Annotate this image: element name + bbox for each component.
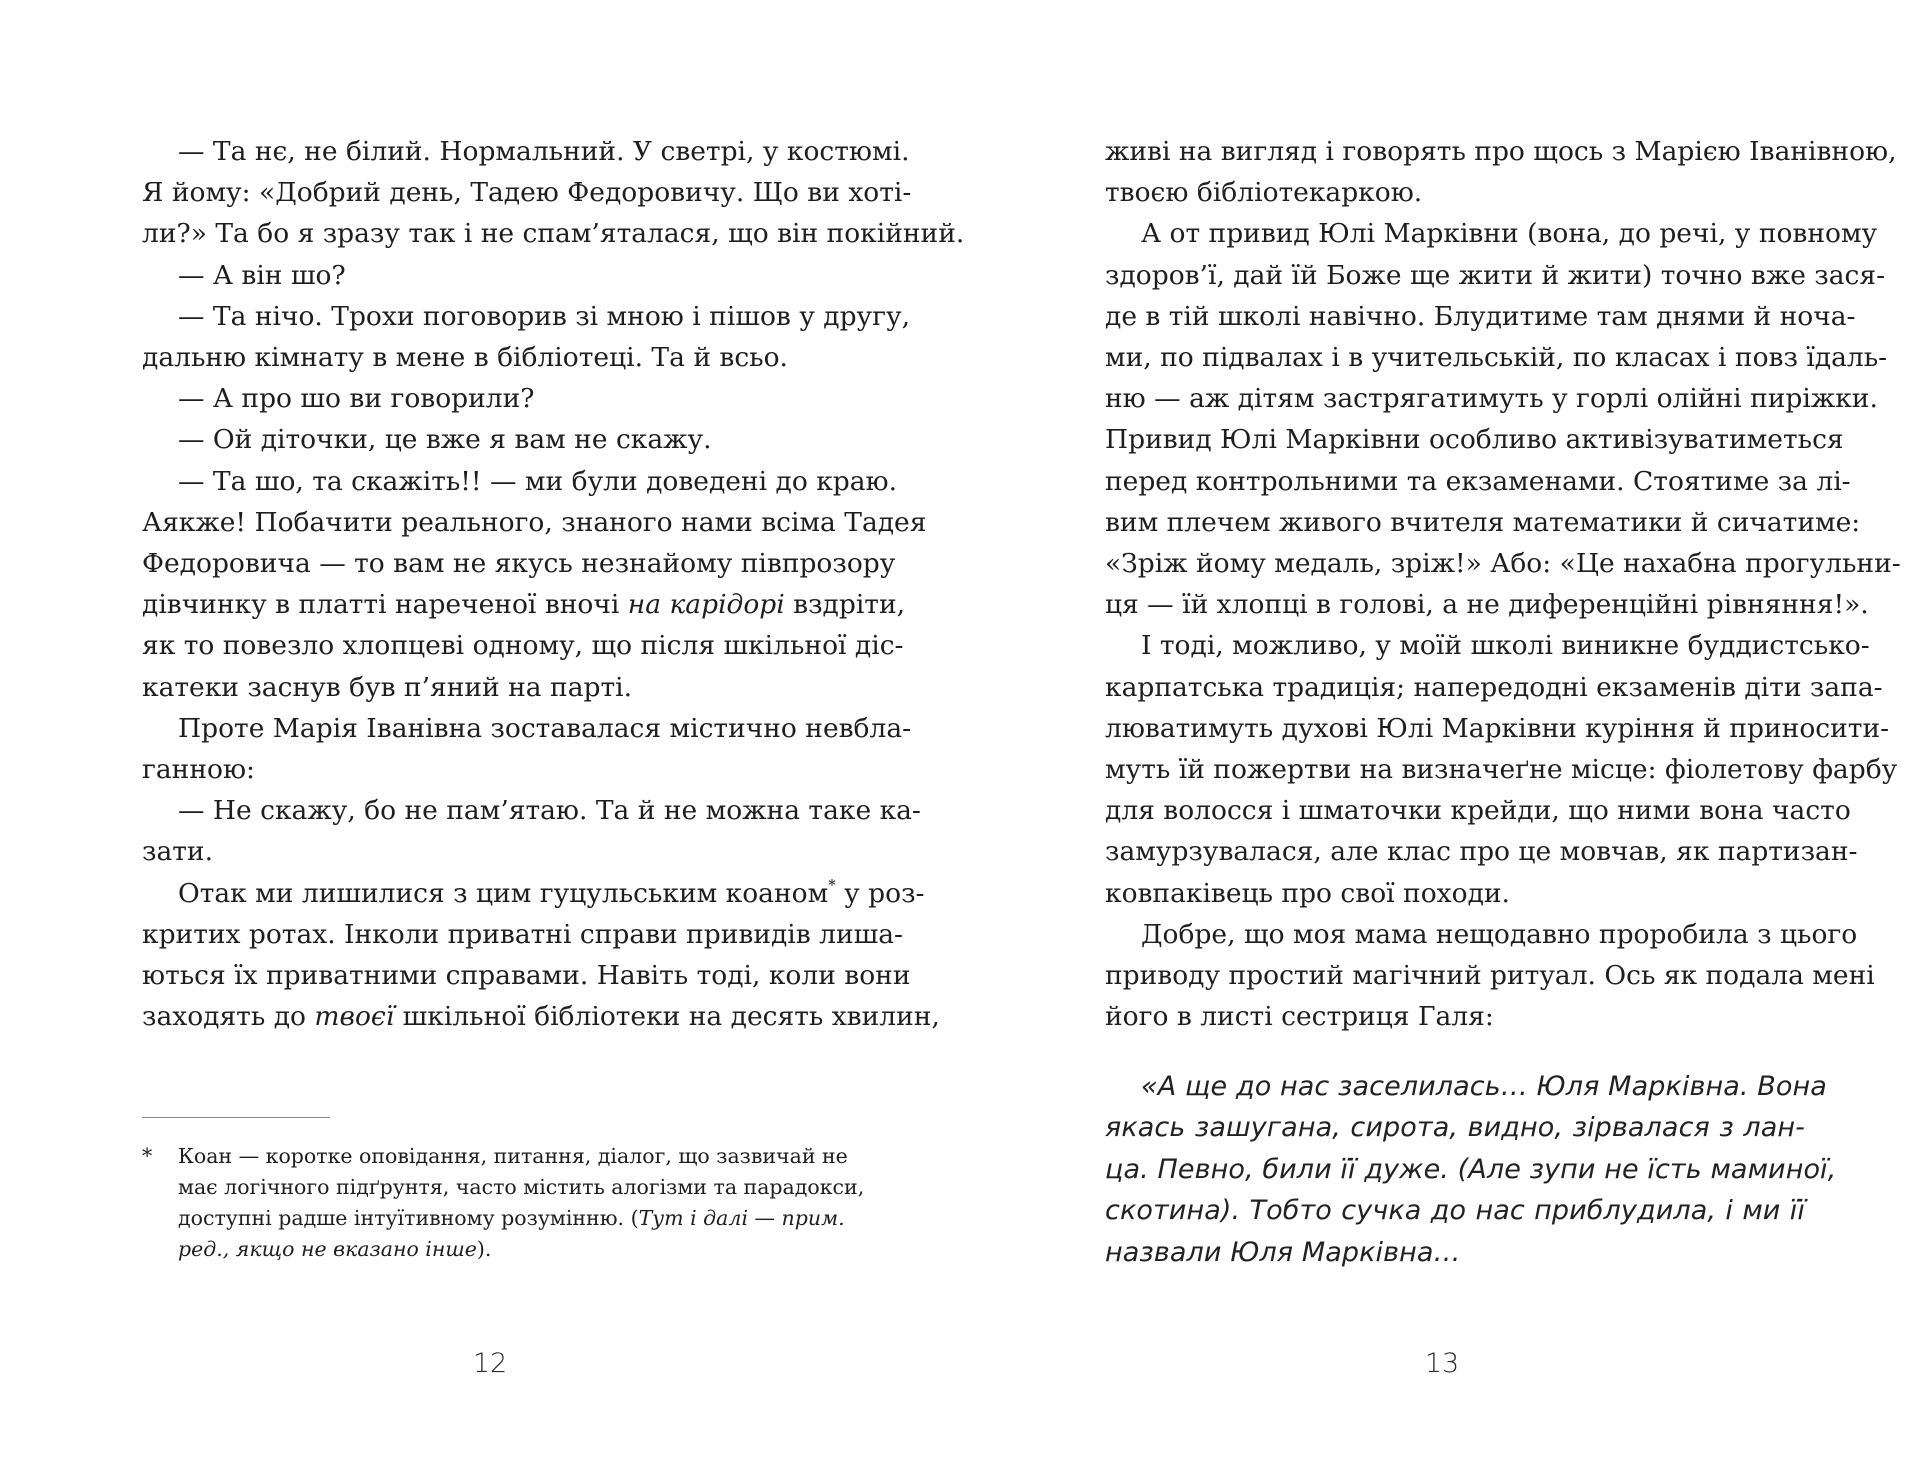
text-line: ню — аж дітям застрягатимуть у горлі олійні пиріжки. (1105, 383, 1878, 415)
text-line: його в листі сестриця Галя: (1105, 1001, 1494, 1033)
italic-text: твоєї (314, 1001, 395, 1033)
text-line: де в тій школі навічно. Блудитиме там днями й ноча- (1105, 300, 1856, 332)
text-line: дівчинку в платті нареченої вночі на карідорі вздріти, (142, 589, 906, 621)
footnote-divider (142, 1117, 330, 1118)
text-line: Федоровича — то вам не якусь незнайому півпрозору (142, 548, 896, 580)
left-page-text (142, 131, 965, 1037)
text-line: вим плечем живого вчителя математики й сичатиме: (1105, 506, 1861, 538)
text-line: — Не скажу, бо не пам’ятаю. Та й не можна таке ка- (178, 795, 921, 827)
text-line: твоєю бібліотекаркою. (1105, 177, 1423, 209)
letter-line: «А ще до нас заселилась… Юля Марківна. Вона (1141, 1071, 1827, 1102)
text-line: ця — їй хлопці в голові, а не диференційні рівняння!». (1105, 589, 1869, 621)
text-line: А от привид Юлі Марківни (вона, до речі, у повному (1141, 218, 1878, 250)
text-line: карпатська традиція; напередодні екзаменів діти запа- (1105, 671, 1883, 703)
text-line: люватимуть духові Юлі Марківни куріння й приносити- (1105, 712, 1890, 744)
text-line: Добре, що моя мама нещодавно проробила з цього (1141, 918, 1858, 950)
text-line: здоров’ї, дай їй Боже ще жити й жити) точно вже зася- (1105, 259, 1886, 291)
page-number: 13 (1424, 1348, 1460, 1379)
text-line: замурзувалася, але клас про це мовчав, як партизан- (1105, 836, 1858, 868)
text-line: приводу простий магічний ритуал. Ось як подала мені (1105, 960, 1875, 992)
italic-text: ред., якщо не вказано інше (178, 1237, 477, 1261)
text-line: критих ротах. Інколи приватні справи привидів лиша- (142, 918, 904, 950)
footnote-line: доступні радше інтуїтивному розумінню. (Тут і далі — прим. (178, 1206, 845, 1230)
letter-line: скотина). Тобто сучка до нас приблудила, і ми її (1105, 1195, 1805, 1227)
text-line: — Та нічо. Трохи поговорив зі мною і пішов у другу, (178, 300, 911, 332)
footnote-line: ред., якщо не вказано інше). (178, 1237, 492, 1261)
text-line: ли?» Та бо я зразу так і не спам’яталася, що він покійний. (142, 218, 965, 250)
footnote-reference: * (828, 875, 836, 894)
page-number: 12 (472, 1348, 508, 1379)
handwritten-letter (1105, 1066, 1837, 1273)
letter-line: ца. Певно, били її дуже. (Але зупи не їсть маминої, (1105, 1153, 1837, 1185)
text-line: — А він шо? (178, 259, 346, 291)
footnote (142, 1141, 865, 1265)
letter-line: якась зашугана, сирота, видно, зірвалася з лан- (1105, 1112, 1805, 1144)
text-line: зати. (142, 836, 213, 868)
italic-text: Тут і далі — прим. (638, 1206, 845, 1230)
text-line: — Та нє, не білий. Нормальний. У светрі, у костюмі. (178, 136, 910, 167)
text-line: Я йому: «Добрий день, Тадею Федоровичу. Що ви хоті- (142, 177, 912, 209)
text-line: для волосся і шматочки крейди, що ними вона часто (1105, 795, 1851, 827)
text-line: дальню кімнату в мене в бібліотеці. Та й всьо. (142, 342, 788, 374)
text-line: Аякже! Побачити реального, знаного нами всіма Тадея (142, 506, 927, 538)
footnote-line: має логічного підґрунтя, часто містить алогізми та парадокси, (178, 1175, 865, 1199)
text-line: «Зріж йому медаль, зріж!» Або: «Це нахабна прогульни- (1105, 548, 1901, 580)
text-line: Привид Юлі Марківни особливо активізуватиметься (1105, 424, 1844, 456)
text-line: перед контрольними та екзаменами. Стоятиме за лі- (1105, 465, 1851, 497)
text-line: Отак ми лишилися з цим гуцульським коаном* у роз- (178, 875, 925, 909)
text-line: ганною: (142, 754, 255, 786)
text-line: заходять до твоєї шкільної бібліотеки на десять хвилин, (142, 1001, 940, 1033)
text-line: живі на вигляд і говорять про щось з Марією Іванівною, (1105, 136, 1897, 167)
footnote-line: Коан — коротке оповідання, питання, діалог, що зазвичай не (178, 1144, 848, 1168)
right-page-text (1105, 131, 1901, 1037)
text-line: як то повезло хлопцеві одному, що після шкільної діс- (142, 630, 904, 662)
text-line: — Ой діточки, це вже я вам не скажу. (178, 424, 712, 456)
text-line: ються їх приватними справами. Навіть тоді, коли вони (142, 960, 911, 992)
right-page (960, 0, 1920, 1477)
text-line: ковпаківець про свої походи. (1105, 877, 1510, 909)
text-line: муть їй пожертви на визначеґне місце: фіолетову фарбу (1105, 754, 1898, 786)
text-line: І тоді, можливо, у моїй школі виникне буддистсько- (1141, 630, 1870, 662)
text-line: катеки заснув був п’яний на парті. (142, 671, 633, 703)
text-line: ми, по підвалах і в учительській, по класах і повз їдаль- (1105, 342, 1888, 374)
footnote-mark: * (142, 1144, 153, 1168)
text-line: — Та шо, та скажіть!! — ми були доведені до краю. (178, 465, 898, 497)
text-line: — А про шо ви говорили? (178, 383, 535, 415)
text-line: Проте Марія Іванівна зоставалася містично невбла- (178, 712, 912, 744)
italic-text: на карідорі (627, 589, 785, 621)
letter-line: назвали Юля Марківна… (1105, 1236, 1461, 1268)
